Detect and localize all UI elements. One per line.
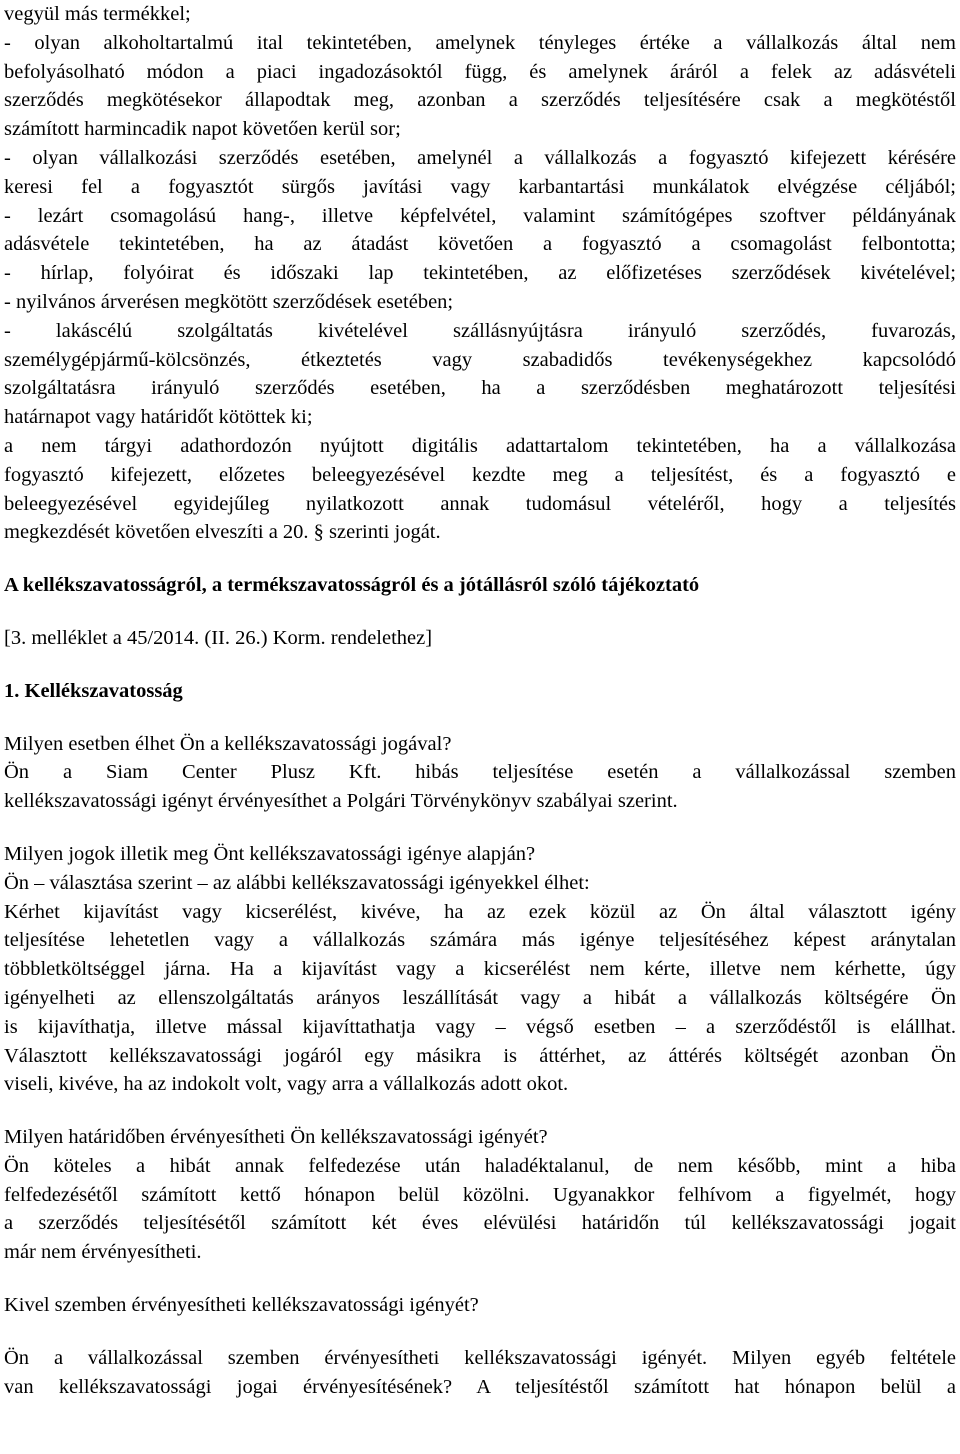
text-line: adásvétele tekintetében, ha az átadást követően a fogyasztó a csomagolást felbontotta; xyxy=(4,233,956,256)
text-line: - olyan vállalkozási szerződés esetében, amelynél a vállalkozás a fogyasztó kifejezett kérésére xyxy=(4,146,956,169)
text-line: - olyan alkoholtartalmú ital tekintetében, amelynek tényleges értéke a vállalkozás által nem xyxy=(4,31,956,54)
question-text: Milyen esetben élhet Ön a kellékszavatossági jogával? xyxy=(4,732,452,755)
text-line: felfedezésétől számított kettő hónapon belül közölni. Ugyanakkor felhívom a figyelmét, hogy xyxy=(4,1183,956,1206)
text-line: - lezárt csomagolású hang-, illetve képfelvétel, valamint számítógépes szoftver példányának xyxy=(4,204,956,227)
text-line: keresi fel a fogyasztót sürgős javítási vagy karbantartási munkálatok elvégzése céljából; xyxy=(4,175,956,198)
text-line: viseli, kivéve, ha az indokolt volt, vagy arra a vállalkozás adott okot. xyxy=(4,1073,569,1096)
text-line: befolyásolható módon a piaci ingadozásoktól függ, és amelynek áráról a felek az adásvételi xyxy=(4,60,956,83)
text-line: számított harmincadik napot követően kerül sor; xyxy=(4,118,401,141)
text-line: már nem érvényesítheti. xyxy=(4,1241,202,1264)
exceptions-list xyxy=(4,0,956,547)
qa-block-answer xyxy=(4,1344,956,1402)
text-line: Ön a vállalkozással szemben érvényesítheti kellékszavatossági igényét. Milyen egyéb feltétele xyxy=(4,1346,956,1369)
legal-reference: [3. melléklet a 45/2014. (II. 26.) Korm. rendelethez] xyxy=(4,626,433,649)
text-line: - hírlap, folyóirat és időszaki lap tekintetében, az előfizetéses szerződések kivételével; xyxy=(4,262,956,285)
text-line: - nyilvános árverésen megkötött szerződések esetében; xyxy=(4,290,454,313)
text-line: kellékszavatossági igényt érvényesíthet a Polgári Törvénykönyv szabályai szerint. xyxy=(4,790,678,813)
text-line: Választott kellékszavatossági jogáról egy másikra is áttérhet, az áttérés költségét azonban Ön xyxy=(4,1044,956,1067)
question-text: Kivel szemben érvényesítheti kellékszavatossági igényét? xyxy=(4,1294,479,1317)
qa-block-against-whom xyxy=(4,1291,956,1320)
question-text: Milyen jogok illetik meg Önt kellékszavatossági igénye alapján? xyxy=(4,842,536,865)
section-title: 1. Kellékszavatosság xyxy=(4,679,183,702)
text-line: - lakáscélú szolgáltatás kivételével szállásnyújtásra irányuló szerződés, fuvarozás, xyxy=(4,319,956,342)
text-line: teljesítése lehetetlen vagy a vállalkozás számára más igénye teljesítéséhez képest aránytalan xyxy=(4,929,956,952)
document-page xyxy=(4,0,956,1401)
qa-block-when xyxy=(4,730,956,816)
text-line: Ön köteles a hibát annak felfedezése után haladéktalanul, de nem később, mint a hiba xyxy=(4,1154,956,1177)
text-line: van kellékszavatossági jogai érvényesítésének? A teljesítéstől számított hat hónapon belül a xyxy=(4,1375,956,1398)
text-line: szolgáltatásra irányuló szerződés esetében, ha a szerződésben meghatározott teljesítési xyxy=(4,377,956,400)
text-line: fogyasztó kifejezett, előzetes beleegyezésével kezdte meg a teljesítést, és a fogyasztó e xyxy=(4,463,956,486)
text-line: a nem tárgyi adathordozón nyújtott digitális adattartalom tekintetében, ha a vállalkozása xyxy=(4,434,956,457)
text-line: igényelheti az ellenszolgáltatás arányos leszállítását vagy a hibát a vállalkozás költségére Ön xyxy=(4,986,956,1009)
text-line: vegyül más termékkel; xyxy=(4,3,191,25)
text-line: a szerződés teljesítésétől számított két éves elévülési határidőn túl kellékszavatossági jogait xyxy=(4,1212,956,1235)
text-line: személygépjármű-kölcsönzés, étkeztetés vagy szabadidős tevékenységekhez kapcsolódó xyxy=(4,348,956,371)
text-line: Kérhet kijavítást vagy kicserélést, kivéve, ha az ezek közül az Ön által választott igény xyxy=(4,900,956,923)
text-line: többletköltséggel járna. Ha a kijavítást vagy a kicserélést nem kérte, illetve nem kérhette, úgy xyxy=(4,958,956,981)
text-line: beleegyezésével egyidejűleg nyilatkozott annak tudomásul vételéről, hogy a teljesítés xyxy=(4,492,956,515)
question-text: Milyen határidőben érvényesítheti Ön kellékszavatossági igényét? xyxy=(4,1126,548,1149)
qa-block-deadline xyxy=(4,1123,956,1267)
text-line: megkezdését követően elveszíti a 20. § szerinti jogát. xyxy=(4,521,441,544)
text-line: szerződés megkötésekor állapodtak meg, azonban a szerződés teljesítésére csak a megkötéstől xyxy=(4,89,956,112)
text-line: is kijavíthatja, illetve mással kijavíttathatja vagy – végső esetben – a szerződéstől is elállhat. xyxy=(4,1015,956,1038)
text-line: Ön a Siam Center Plusz Kft. hibás teljesítése esetén a vállalkozással szemben xyxy=(4,761,956,784)
text-line: határnapot vagy határidőt kötöttek ki; xyxy=(4,406,313,429)
main-heading: A kellékszavatosságról, a termékszavatosságról és a jótállásról szóló tájékoztató xyxy=(4,574,700,597)
text-line: Ön – választása szerint – az alábbi kellékszavatossági igényekkel élhet: xyxy=(4,871,590,894)
qa-block-rights xyxy=(4,840,956,1099)
